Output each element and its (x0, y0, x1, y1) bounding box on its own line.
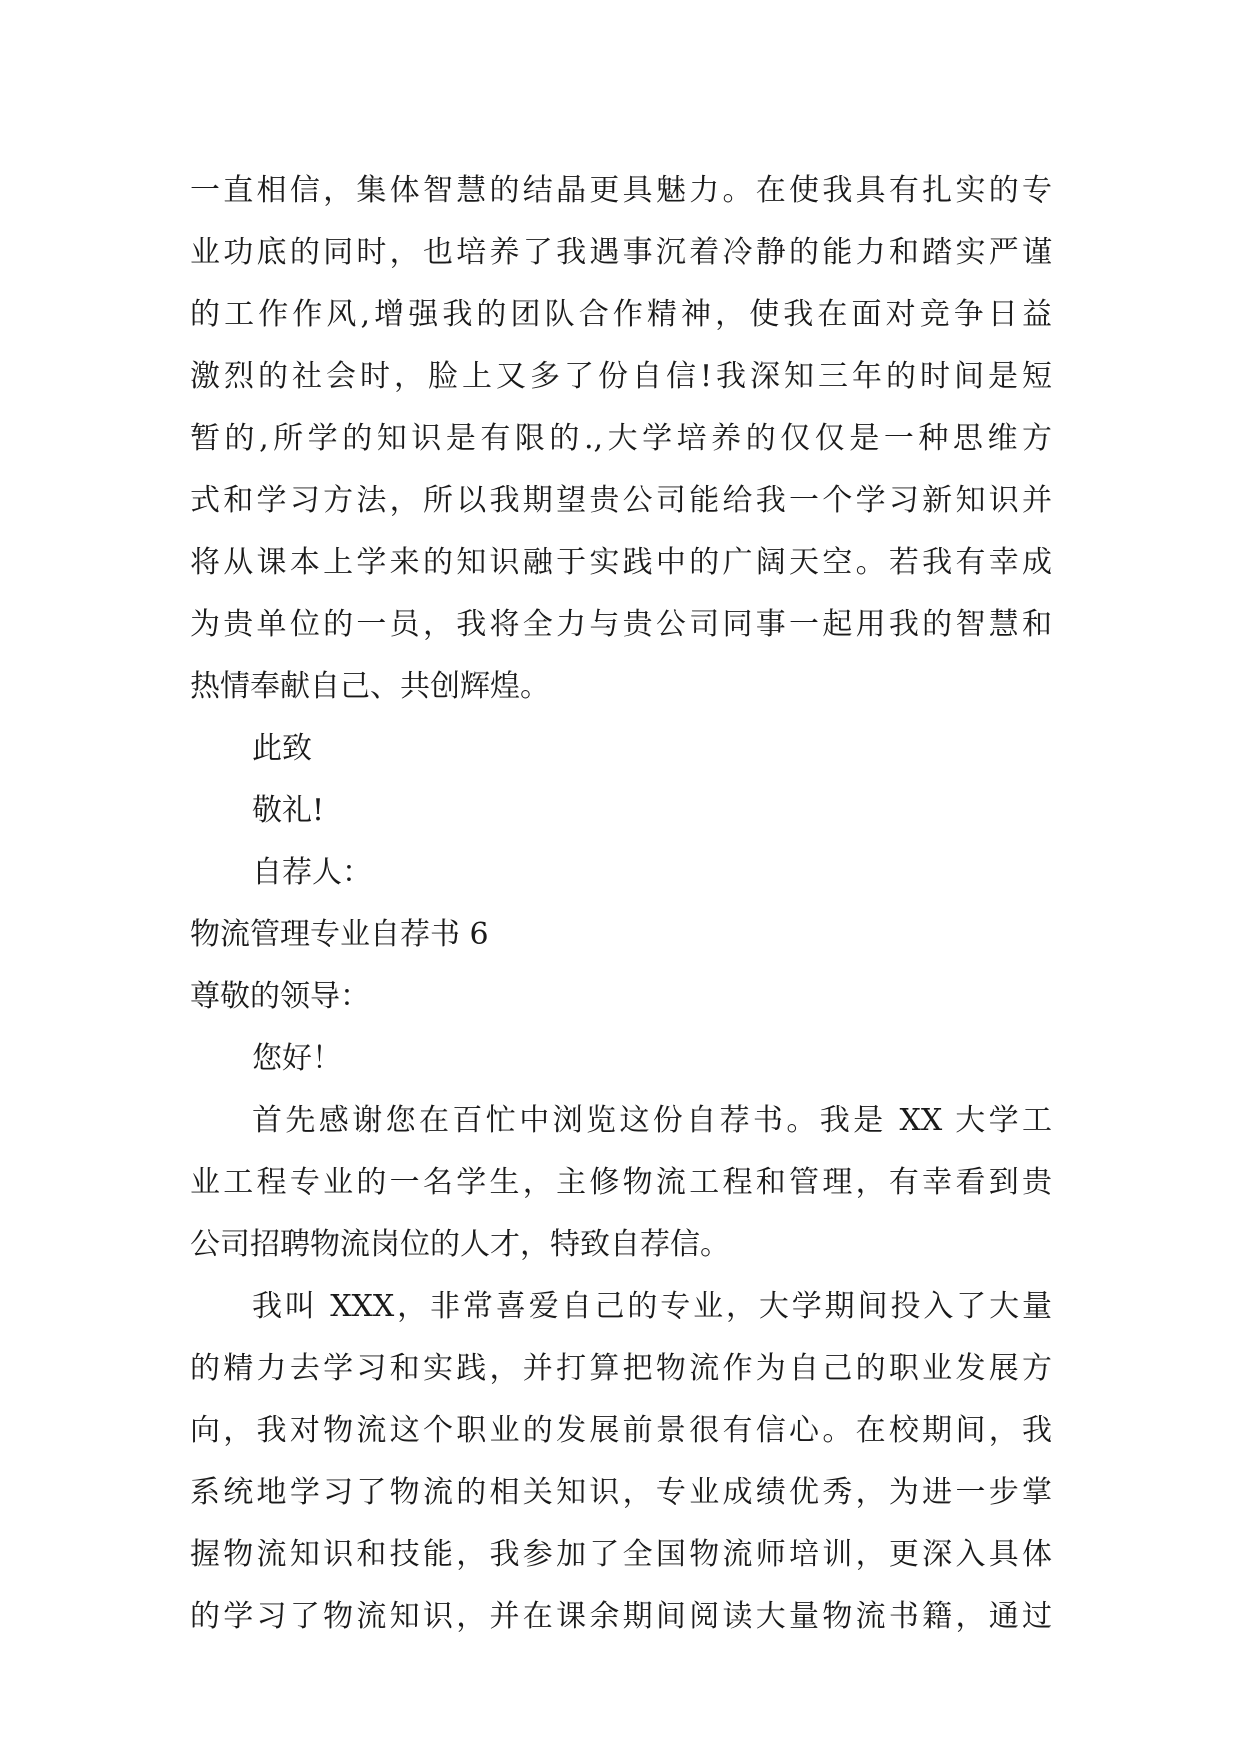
text-line: 握物流知识和技能，我参加了全国物流师培训，更深入具体 (190, 1537, 1052, 1572)
text-line: 暂的,所学的知识是有限的.,大学培养的仅仅是一种思维方 (190, 421, 1052, 456)
section-title: 物流管理专业自荐书 6 (190, 917, 489, 952)
salutation: 尊敬的领导： (190, 979, 370, 1014)
paragraph-block-1 (190, 160, 1052, 718)
text-line: 的工作作风,增强我的团队合作精神，使我在面对竞争日益 (190, 297, 1052, 332)
paragraph-block-2 (190, 1090, 1052, 1276)
text-line: 热情奉献自己、共创辉煌。 (190, 669, 550, 704)
text-line: 我叫 XXX，非常喜爱自己的专业，大学期间投入了大量 (252, 1289, 1052, 1324)
text-line: 首先感谢您在百忙中浏览这份自荐书。我是 XX 大学工 (252, 1103, 1052, 1138)
text-line: 为贵单位的一员，我将全力与贵公司同事一起用我的智慧和 (190, 607, 1052, 642)
text-line: 公司招聘物流岗位的人才，特致自荐信。 (190, 1227, 730, 1262)
closing-salute: 敬礼! (252, 793, 325, 828)
text-line: 将从课本上学来的知识融于实践中的广阔天空。若我有幸成 (190, 545, 1052, 580)
text-line: 式和学习方法，所以我期望贵公司能给我一个学习新知识并 (190, 483, 1052, 518)
text-line: 激烈的社会时，脸上又多了份自信!我深知三年的时间是短 (190, 359, 1052, 394)
greeting: 您好！ (252, 1041, 342, 1076)
paragraph-block-3 (190, 1276, 1052, 1648)
closing-phrase: 此致 (252, 731, 312, 766)
text-line: 业功底的同时，也培养了我遇事沉着冷静的能力和踏实严谨 (190, 235, 1052, 270)
signature-label: 自荐人： (252, 855, 372, 890)
text-line: 系统地学习了物流的相关知识，专业成绩优秀，为进一步掌 (190, 1475, 1052, 1510)
text-line: 业工程专业的一名学生，主修物流工程和管理，有幸看到贵 (190, 1165, 1052, 1200)
text-line: 的精力去学习和实践，并打算把物流作为自己的职业发展方 (190, 1351, 1052, 1386)
document-page (190, 160, 1052, 1648)
text-line: 向，我对物流这个职业的发展前景很有信心。在校期间，我 (190, 1413, 1052, 1448)
text-line: 一直相信，集体智慧的结晶更具魅力。在使我具有扎实的专 (190, 173, 1052, 208)
text-line: 的学习了物流知识，并在课余期间阅读大量物流书籍，通过 (190, 1599, 1052, 1634)
